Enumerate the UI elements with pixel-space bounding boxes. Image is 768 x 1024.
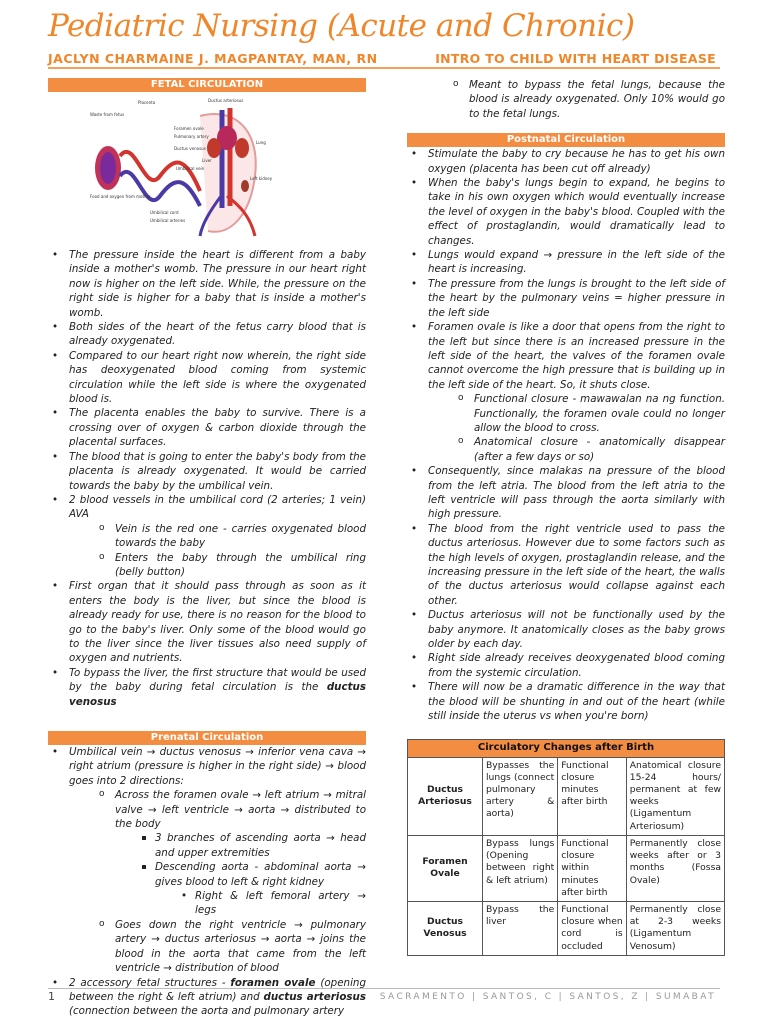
list-item: • There will now be a dramatic difference in the way that the blood will be shunting in and out of the heart (while still inside the uterus vs when you're born) [407, 680, 725, 723]
foramen-ovale-text: Foramen ovale is like a door that opens from the right to the left but since there is an increased pressure in the left side of the heart, the valves of the foramen ovale cannot overcome the high pressure that is building up in the left side of the heart. So, it shuts close. [428, 321, 725, 391]
list-item [93, 788, 366, 918]
list-item: • Consequently, since malakas na pressure of the blood from the left atria. The blood from the left atria to the left ventricle will pass through the aorta similarly with high pressure. [407, 464, 725, 522]
accessory-text: (opening between the right & left atrium) and [69, 976, 366, 1003]
prenatal-main-text: Umbilical vein → ductus venosus → inferior vena cava → right atrium (pressure is higher in the right side) → blood goes into 2 directions: [69, 746, 366, 787]
header-divider [48, 67, 720, 69]
row-header: Ductus Arteriosus [408, 757, 483, 835]
diagram-label: Lung [256, 140, 266, 145]
placenta-inner [100, 152, 116, 184]
accessory-text: 2 accessory fetal structures - [69, 976, 231, 989]
list-item: • When the baby's lungs begin to expand, he begins to take in his own oxygen which would eventually increase the level of oxygen in the baby's blood. Coupled with the effect of prostaglandin, would dramatically lead to changes. [407, 176, 725, 248]
table-cell: Functional closure minutes after birth [558, 757, 626, 835]
vessel-sublist [69, 522, 366, 580]
continued-sublist [423, 78, 725, 121]
list-item: 3 branches of ascending aorta → head and upper extremities [135, 831, 366, 860]
list-item [407, 320, 725, 464]
list-item: • Lungs would expand → pressure in the left side of the heart is increasing. [407, 248, 725, 277]
table-cell: Functional closure when cord is occluded [558, 901, 626, 955]
descending-aorta-text: Descending aorta - abdominal aorta → gives blood to left & right kidney [155, 861, 366, 888]
bypass-text: To bypass the liver, the first structure that would be used by the baby during fetal circulation is the [69, 666, 366, 694]
list-item: • The blood that is going to enter the baby's body from the placenta is already oxygenated. It would be carried towards the baby by the umbilical vein. [48, 450, 366, 493]
diagram-label: Placenta [138, 100, 156, 105]
diagram-label: Foramen ovale [174, 126, 204, 131]
prenatal-bullet-list [48, 745, 366, 1019]
femoral-sublist [155, 889, 366, 918]
diagram-label: Waste from fetus [90, 112, 125, 117]
row-header: Ductus Venosus [408, 901, 483, 955]
accessory-text: (connection between the aorta and pulmonary artery [69, 1005, 345, 1018]
postnatal-circulation-heading: Postnatal Circulation [407, 133, 725, 147]
diagram-label: Food and oxygen from mother [90, 194, 151, 199]
list-item: • Right & left femoral artery → legs [177, 889, 366, 918]
list-item: o Meant to bypass the fetal lungs, because the blood is already oxygenated. Only 10% would go to the fetal lungs. [447, 78, 725, 121]
diagram-label: Ductus arteriosus [208, 98, 244, 103]
page-number: 1 [48, 990, 55, 1003]
list-item: o Vein is the red one - carries oxygenated blood towards the baby [93, 522, 366, 551]
list-item: • Compared to our heart right now wherein, the right side has deoxygenated blood coming from systemic circulation while the left side is where the oxygenated blood is. [48, 349, 366, 407]
foramen-ovale-bold: foramen ovale [230, 976, 316, 989]
list-item: • The blood from the right ventricle used to pass the ductus arteriosus. However due to some factors such as the high levels of oxygen, prostaglandin release, and the increasing pressure in the left side of the heart, the walls of the ductus arteriosus would collapse against each other. [407, 522, 725, 608]
list-item: o Goes down the right ventricle → pulmonary artery → ductus arteriosus → aorta → joins the blood in the aorta that came from the left ventricle → distribution of blood [93, 918, 366, 976]
fetal-circulation-diagram [90, 96, 290, 244]
list-item: • Ductus arteriosus will not be functionally used by the baby anymore. It anatomically closes as the baby grows older by each day. [407, 608, 725, 651]
aorta-branches [115, 831, 366, 917]
footer-credit: SACRAMENTO | SANTOS, C | SANTOS, Z | SUMABAT [379, 992, 716, 1002]
table-cell: Anatomical closure 15-24 hours/ permanent at few weeks (Ligamentum Arteriosum) [626, 757, 724, 835]
ductus-venosus-bold: ductus venosus [69, 681, 366, 708]
table-cell: Bypass the liver [483, 901, 558, 955]
diagram-label: Liver [202, 158, 212, 163]
diagram-label: Pulmonary artery [174, 134, 209, 139]
list-item [48, 976, 366, 1019]
table-row [408, 835, 725, 901]
table-cell: Permanently close at 2-3 weeks (Ligamentum Venosum) [626, 901, 724, 955]
table-cell: Bypasses the lungs (connect pulmonary artery & aorta) [483, 757, 558, 835]
table-title: Circulatory Changes after Birth [408, 740, 725, 757]
row-header: Foramen Ovale [408, 835, 483, 901]
vessels-text: 2 blood vessels in the umbilical cord (2 arteries; 1 vein) AVA [69, 493, 366, 521]
fetal-bullet-list [48, 248, 366, 709]
list-item [135, 860, 366, 918]
diagram-label: Left kidney [250, 176, 273, 181]
postnatal-bullet-list [407, 147, 725, 723]
author-name: JACLYN CHARMAINE J. MAGPANTAY, MAN, RN [48, 51, 378, 66]
right-column [407, 78, 725, 956]
list-item [48, 493, 366, 579]
table-cell: Functional closure within minutes after birth [558, 835, 626, 901]
diagram-label: Umbilical cord [150, 210, 179, 215]
list-item: o Enters the baby through the umbilical ring (belly button) [93, 551, 366, 580]
fetal-circulation-heading: FETAL CIRCULATION [48, 78, 366, 92]
table-row [408, 901, 725, 955]
diagram-label: Umbilical arteries [150, 218, 186, 223]
document-title: Pediatric Nursing (Acute and Chronic) [48, 8, 635, 44]
table-row [408, 757, 725, 835]
list-item [48, 666, 366, 709]
circulatory-changes-table [407, 739, 725, 955]
list-item: o Functional closure - mawawalan na ng function. Functionally, the foramen ovale could no longer allow the blood to cross. [452, 392, 725, 435]
footer-divider [48, 988, 720, 989]
prenatal-directions [69, 788, 366, 975]
table-cell: Permanently close weeks after or 3 months (Fossa Ovale) [626, 835, 724, 901]
list-item: • The placenta enables the baby to survive. There is a crossing over of oxygen & carbon dioxide through the placental surfaces. [48, 406, 366, 449]
list-item: • Both sides of the heart of the fetus carry blood that is already oxygenated. [48, 320, 366, 349]
list-item: • First organ that it should pass through as soon as it enters the body is the liver, but since the blood is already ready for use, there is no reason for the blood to go to the baby's liver. Only some of the blood would go to the liver since the liver tissues also need supply of oxygen and nutrients. [48, 579, 366, 665]
left-column [48, 78, 366, 1019]
prenatal-circulation-heading: Prenatal Circulation [48, 731, 366, 745]
topic-title: INTRO TO CHILD WITH HEART DISEASE [435, 51, 716, 66]
fetal-circulation-illustration [90, 96, 290, 244]
list-item: • The pressure inside the heart is different from a baby inside a mother's womb. The pressure in our heart right now is higher on the left side. While, the pressure on the right side is higher for a baby that is inside a mother's womb. [48, 248, 366, 320]
ductus-arteriosus-bold: ductus arteriosus [263, 990, 366, 1003]
diagram-label: Ductus venosus [174, 146, 206, 151]
table-cell: Bypass lungs (Opening between right & left atrium) [483, 835, 558, 901]
list-item [48, 745, 366, 976]
diagram-label: Umbilical vein [176, 166, 205, 171]
list-item: • Stimulate the baby to cry because he has to get his own oxygen (placenta has been cut off already) [407, 147, 725, 176]
direction-one-text: Across the foramen ovale → left atrium → mitral valve → left ventricle → aorta → distributed to the body [115, 789, 366, 831]
list-item: • The pressure from the lungs is brought to the left side of the heart by the pulmonary veins = higher pressure in the left side [407, 277, 725, 320]
closure-sublist [428, 392, 725, 464]
list-item: • Right side already receives deoxygenated blood coming from the systemic circulation. [407, 651, 725, 680]
list-item: o Anatomical closure - anatomically disappear (after a few days or so) [452, 435, 725, 464]
